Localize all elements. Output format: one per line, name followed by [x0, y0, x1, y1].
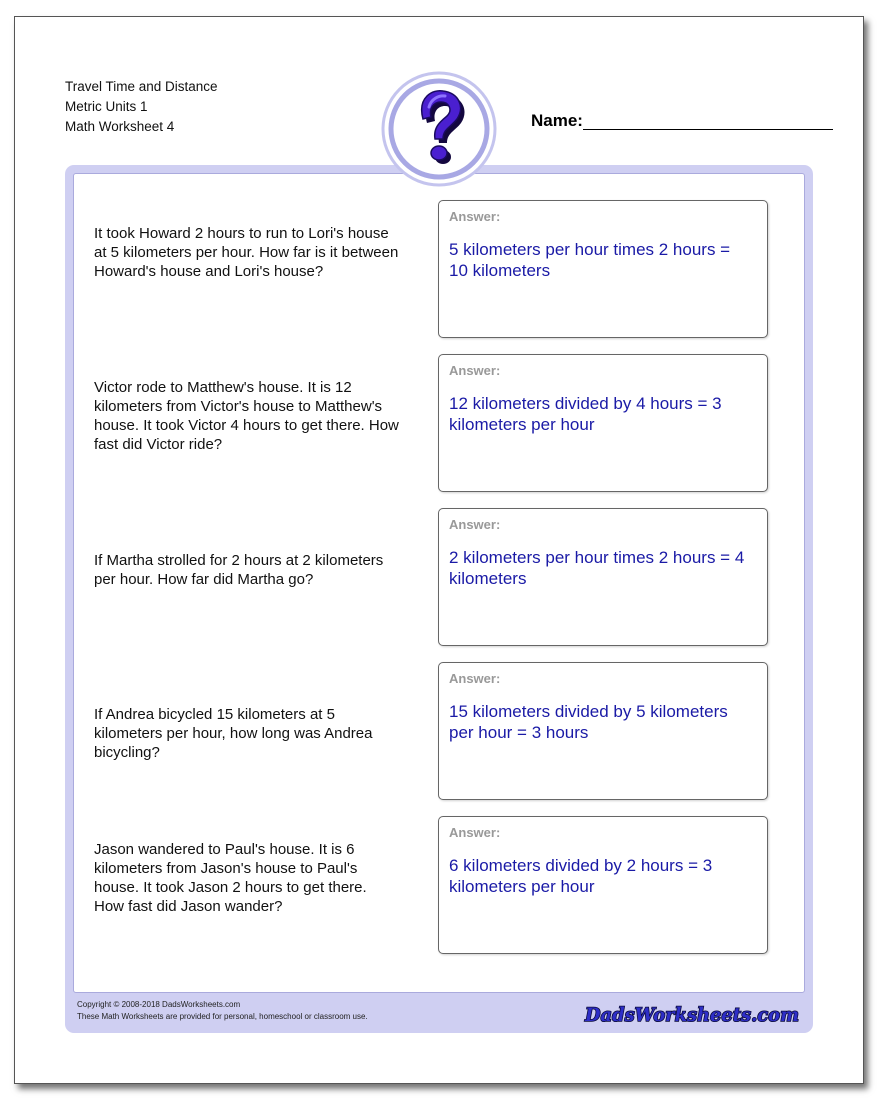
answer-label: Answer: — [449, 671, 501, 686]
worksheet-title: Travel Time and Distance — [65, 79, 218, 94]
copyright-text: Copyright © 2008-2018 DadsWorksheets.com — [77, 1000, 241, 1009]
answer-box-4[interactable] — [438, 662, 768, 800]
question-mark-icon — [381, 71, 497, 187]
answer-label: Answer: — [449, 363, 501, 378]
answer-label: Answer: — [449, 517, 501, 532]
answer-label: Answer: — [449, 825, 501, 840]
footer-text — [77, 999, 368, 1023]
answer-text-1: 5 kilometers per hour times 2 hours = 10 kilometers — [449, 240, 731, 280]
answer-text-3: 2 kilometers per hour times 2 hours = 4 kilometers — [449, 548, 745, 588]
name-underline[interactable] — [583, 129, 833, 130]
dadsworksheets-logo — [581, 997, 801, 1029]
answer-box-2[interactable] — [438, 354, 768, 492]
usage-notice: These Math Worksheets are provided for personal, homeschool or classroom use. — [77, 1012, 368, 1021]
question-1: It took Howard 2 hours to run to Lori's house at 5 kilometers per hour. How far is it between Howard's house and Lori's house? — [94, 225, 399, 280]
answer-box-3[interactable] — [438, 508, 768, 646]
worksheet-header — [65, 77, 218, 137]
worksheet-number: Math Worksheet 4 — [65, 119, 175, 134]
question-4: If Andrea bicycled 15 kilometers at 5 kilometers per hour, how long was Andrea bicycling? — [94, 706, 373, 761]
answer-text-5: 6 kilometers divided by 2 hours = 3 kilometers per hour — [449, 856, 713, 896]
answer-text-4: 15 kilometers divided by 5 kilometers per hour = 3 hours — [449, 702, 728, 742]
name-field[interactable] — [531, 111, 833, 135]
question-3: If Martha strolled for 2 hours at 2 kilometers per hour. How far did Martha go? — [94, 552, 384, 588]
answer-text-2: 12 kilometers divided by 4 hours = 3 kilometers per hour — [449, 394, 722, 434]
question-5: Jason wandered to Paul's house. It is 6 kilometers from Jason's house to Paul's house. It took Jason 2 hours to get there. How fast did Jason wander? — [94, 841, 367, 915]
worksheet-subtitle: Metric Units 1 — [65, 99, 148, 114]
answer-box-1[interactable] — [438, 200, 768, 338]
page-footer — [77, 997, 801, 1029]
problem-area — [73, 173, 805, 993]
answer-label: Answer: — [449, 209, 501, 224]
problem-frame — [65, 165, 813, 1033]
answer-box-5[interactable] — [438, 816, 768, 954]
question-2: Victor rode to Matthew's house. It is 12 kilometers from Victor's house to Matthew's house. It took Victor 4 hours to get there. How fast did Victor ride? — [94, 379, 399, 453]
name-label: Name: — [531, 111, 583, 130]
logo-text: DadsWorksheets.com — [584, 1004, 799, 1026]
worksheet-page — [14, 16, 864, 1084]
